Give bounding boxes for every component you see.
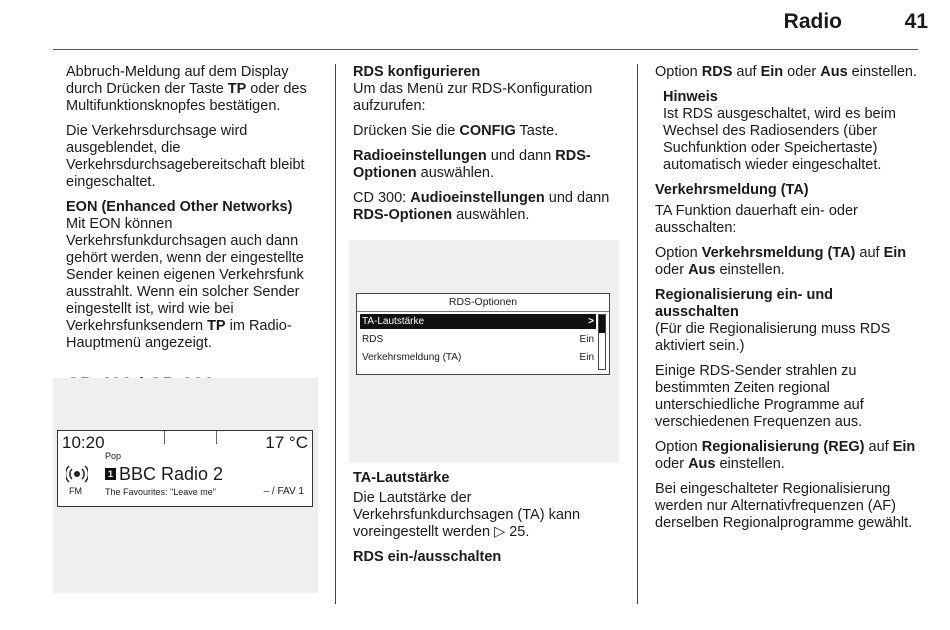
note-heading: Hinweis	[663, 89, 718, 105]
rds-option-paragraph: Option RDS auf Ein oder Aus einstellen.	[655, 64, 917, 80]
column-divider-1	[335, 64, 336, 604]
column-1	[66, 64, 322, 396]
note-box	[655, 89, 920, 174]
ta-function-paragraph: TA Funktion dauerhaft ein- oder ausschalten:	[655, 203, 858, 236]
note-text: Ist RDS ausgeschaltet, wird es beim Wechsel des Radiosenders (über Suchfunktion oder Speichertaste) automatisch wieder eingeschaltet.	[663, 106, 896, 173]
menu-item-rds[interactable]: RDS Ein	[362, 334, 594, 345]
page-reference: ▷ 25.	[494, 524, 530, 540]
regionalisation-note: (Für die Regionalisierung muss RDS aktiviert sein.)	[655, 321, 891, 354]
eon-paragraph: Mit EON können Verkehrsfunkdurchsagen auch dann gehört werden, wenn der eingestellte Sender keinen eigenen Verkehrsfunk ausstrahlt. Wenn ein solcher Sender eingestellt ist, wird wie bei Verkehrsfunksendern TP im Radio-Hauptmenü angezeigt.	[66, 216, 304, 351]
page-number: 41	[904, 10, 928, 33]
scrollbar-thumb[interactable]	[599, 315, 605, 333]
reg-option-paragraph: Option Regionalisierung (REG) auf Ein oder Aus einstellen.	[655, 439, 916, 472]
display-favourite-page: – / FAV 1	[263, 486, 304, 497]
radio-display-screen	[57, 430, 313, 507]
display-divider-tick	[216, 431, 217, 444]
display-radio-text: The Favourites: "Leave me"	[105, 487, 216, 497]
column-3	[655, 64, 920, 540]
chevron-right-icon: >	[588, 316, 594, 327]
preset-number-badge: 1	[105, 468, 116, 480]
display-band: FM	[69, 486, 82, 496]
ta-volume-paragraph: Die Lautstärke der Verkehrsfunkdurchsagen (TA) kann voreingestellt werden ▷ 25.	[353, 490, 581, 540]
rds-onoff-heading: RDS ein-/ausschalten	[353, 549, 502, 565]
rds-options-menu	[356, 293, 610, 375]
press-config-paragraph: Drücken Sie die CONFIG Taste.	[353, 123, 559, 139]
regionalisation-heading: Regionalisierung ein- und ausschalten	[655, 287, 834, 320]
radio-display-figure	[53, 378, 318, 593]
menu-item-traffic[interactable]: Verkehrsmeldung (TA) Ein	[362, 352, 594, 363]
column-2	[353, 64, 623, 232]
paragraph-ta-hidden: Die Verkehrsdurchsage wird ausgeblendet, die Verkehrsdurchsagebereitschaft bleibt eingeschaltet.	[66, 123, 305, 190]
display-station-name: BBC Radio 2	[119, 464, 224, 484]
menu-scrollbar[interactable]	[598, 314, 606, 370]
paragraph-tp-confirm: Abbruch-Meldung auf dem Display durch Drücken der Taste TP oder des Multifunktionsknopfes bestätigen.	[66, 64, 307, 114]
regionalisation-paragraph: Einige RDS-Sender strahlen zu bestimmten Zeiten regional unterschiedliche Programme auf verschiedenen Frequenzen aus.	[655, 363, 864, 430]
antenna-icon	[66, 463, 88, 485]
menu-title: RDS-Optionen	[357, 294, 609, 312]
menu-item-ta-volume[interactable]: TA-Lautstärke >	[362, 316, 594, 327]
display-divider-tick	[164, 431, 165, 444]
rds-config-heading: RDS konfigurieren	[353, 64, 481, 80]
page-section-title: Radio	[783, 10, 842, 33]
display-program-type: Pop	[105, 451, 122, 461]
rds-intro-paragraph: Um das Menü zur RDS-Konfiguration aufzurufen:	[353, 81, 593, 114]
column-divider-2	[637, 64, 638, 604]
display-clock: 10:20	[62, 433, 105, 452]
eon-heading: EON (Enhanced Other Networks)	[66, 199, 293, 215]
traffic-info-heading: Verkehrsmeldung (TA)	[655, 182, 809, 198]
column-2-lower	[353, 470, 623, 566]
ta-option-paragraph: Option Verkehrsmeldung (TA) auf Ein oder Aus einstellen.	[655, 245, 907, 278]
display-temperature: 17 °C	[265, 433, 308, 452]
cd300-paragraph: CD 300: Audioeinstellungen und dann RDS-Optionen auswählen.	[353, 190, 610, 223]
regionalisation-final-paragraph: Bei eingeschalteter Regionalisierung werden nur Alternativfrequenzen (AF) derselben Regionalprogramme gewählt.	[655, 481, 913, 531]
header-divider	[53, 49, 918, 50]
rds-options-figure	[349, 240, 619, 463]
radio-settings-paragraph: Radioeinstellungen und dann RDS-Optionen auswählen.	[353, 148, 591, 181]
ta-volume-heading: TA-Lautstärke	[353, 470, 450, 486]
